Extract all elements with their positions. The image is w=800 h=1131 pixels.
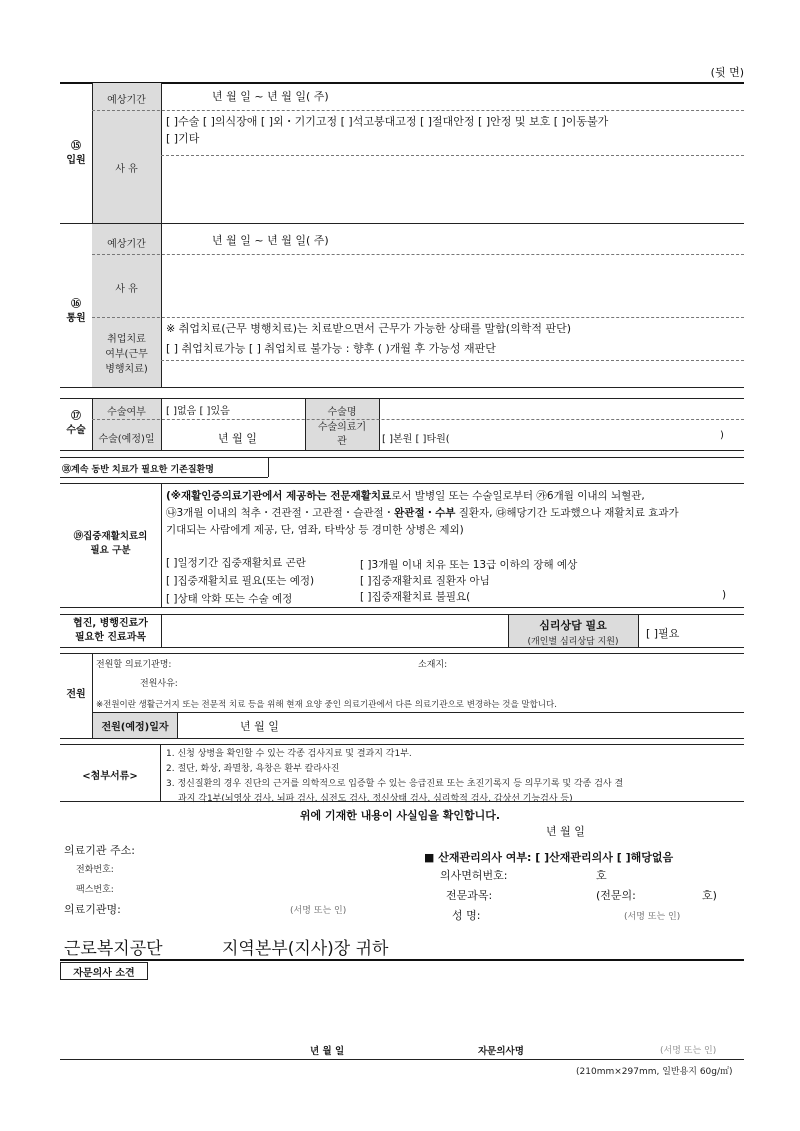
advisory-label: 자문의사 소견 (73, 968, 135, 979)
transfer-date-divider (177, 713, 178, 738)
surgery-mid-divider2 (379, 399, 380, 450)
psych-divider-right (638, 615, 639, 647)
outpatient-work-options[interactable]: [ ] 취업치료가능 [ ] 취업치료 불가능 : 향후 ( )개월 후 가능성 재판단 (166, 342, 496, 355)
admission-section-title: ⑮ 입원 (66, 141, 86, 166)
outpatient-work-label: 취업치료 여부(근무 병행치료) (105, 334, 148, 375)
attachments-top-border (60, 744, 744, 745)
intensive-opt-left-3[interactable]: [ ]상태 악화 또는 수술 예정 (166, 593, 293, 605)
preexisting-divider (268, 457, 269, 477)
outpatient-reason-dash (92, 317, 744, 318)
preexisting-label: ⑱계속 동반 치료가 필요한 기존질환명 (62, 465, 214, 475)
surgery-bottom-border (60, 450, 744, 451)
intensive-opt-left-1[interactable]: [ ]일정기간 집중재활치료 곤란 (166, 557, 306, 569)
recipient-dest: 지역본부(지사)장 귀하 (222, 939, 389, 959)
page-side-label: (뒷 면) (710, 66, 744, 79)
surgery-top-border (60, 398, 744, 399)
psych-sub: (개인별 심리상담 지원) (527, 637, 619, 647)
outpatient-period-label: 예상기간 (107, 239, 146, 250)
consult-divider (161, 615, 162, 647)
confirm-sign-hint: (서명 또는 인) (290, 906, 347, 916)
transfer-top-border (60, 653, 744, 654)
outpatient-work-dash (161, 360, 744, 361)
attachments-label: <첨부서류> (82, 771, 138, 782)
intensive-desc-line2 (166, 505, 679, 520)
surgery-label-divider (161, 399, 162, 450)
admission-reason-label: 사 유 (115, 164, 138, 175)
consult-label: 협진, 병행진료가 필요한 진료과목 (73, 618, 148, 643)
advisory-name-label: 자문의사명 (478, 1046, 524, 1057)
intensive-bottom-border (60, 607, 744, 608)
surgery-name-label: 수술명 (327, 407, 357, 418)
recipient-bottom-border (60, 959, 744, 961)
intensive-opt-right-3-close: ) (722, 589, 727, 601)
admission-period-label: 예상기간 (107, 95, 146, 106)
confirm-address-label: 의료기관 주소: (64, 844, 135, 857)
outpatient-dash-line (92, 254, 744, 255)
transfer-hospital-label: 전원할 의료기관명: (96, 660, 172, 670)
intensive-desc2-pre: ㉯3개월 이내의 척추・견관절・고관절・슬관절・ (166, 507, 395, 519)
attachments-bottom-border (60, 801, 744, 802)
confirm-doctor-sign: (서명 또는 인) (624, 912, 681, 922)
intensive-desc-bold: (※재활인증의료기관에서 제공하는 전문재활치료 (166, 490, 392, 502)
attachment-item-3a: 3. 정신질환의 경우 진단의 근거를 의학적으로 입증할 수 있는 응급진료 또는 초진기록지 등 의무기록 및 각종 검사 결 (166, 779, 624, 789)
confirm-specialist-suffix: 호) (702, 889, 717, 902)
confirm-fax-label: 팩스번호: (76, 885, 114, 895)
confirm-specialist: (전문의: (596, 889, 636, 902)
admission-reason-dash (161, 155, 744, 156)
surgery-hospital-close: ) (720, 430, 724, 441)
surgery-status-options[interactable]: [ ]없음 [ ]있음 (166, 406, 230, 417)
intensive-desc-rest: 로서 발병일 또는 수술일로부터 ㉮6개월 이내의 뇌혈관, (391, 490, 645, 502)
intensive-top-border (60, 483, 744, 484)
outpatient-period-value[interactable]: 년 월 일 ~ 년 월 일( 주) (212, 234, 329, 247)
preexisting-label-bottom (60, 477, 268, 478)
intensive-desc2-bold: 완관절・수부 (394, 507, 456, 519)
intensive-opt-left-2[interactable]: [ ]집중재활치료 필요(또는 예정) (166, 575, 315, 587)
confirm-license-label: 의사면허번호: (440, 869, 508, 882)
outpatient-bottom-border (60, 387, 744, 388)
advisory-bottom-border (60, 1059, 744, 1060)
surgery-hospital-options[interactable]: [ ]본원 [ ]타원( (382, 434, 450, 445)
transfer-note: ※전원이란 생활근거지 또는 전문적 치료 등을 위해 현재 요양 중인 의료기관에서 다른 의료기관으로 변경하는 것을 말합니다. (96, 700, 557, 710)
transfer-reason-label: 전원사유: (140, 679, 178, 689)
advisory-date[interactable]: 년 월 일 (310, 1046, 345, 1057)
confirm-doctor-label: 성 명: (452, 909, 481, 922)
admission-reasons-line2[interactable]: [ ]기타 (166, 132, 200, 145)
intensive-opt-right-1[interactable]: [ ]3개월 이내 치유 또는 13급 이하의 장해 예상 (360, 559, 578, 571)
transfer-bottom-border (60, 738, 744, 739)
transfer-date-value[interactable]: 년 월 일 (240, 720, 279, 733)
admission-bottom-border (60, 223, 744, 224)
transfer-location-label: 소재지: (418, 660, 448, 670)
intensive-desc2-post: 질환자, ㉰해당기간 도과했으나 재활치료 효과가 (455, 507, 679, 519)
outpatient-reason-label: 사 유 (115, 284, 138, 295)
surgery-status-label: 수술여부 (107, 407, 146, 418)
transfer-date-label: 전원(예정)일자 (101, 722, 169, 733)
confirm-dept-label: 전문과목: (446, 889, 493, 902)
consult-top-border (60, 614, 744, 615)
advisory-sign-hint: (서명 또는 인) (660, 1046, 717, 1056)
admission-dash-line (92, 110, 744, 111)
confirm-phone-label: 전화번호: (76, 865, 114, 875)
attachment-item-2: 2. 절단, 화상, 좌멸창, 욕창은 환부 칼라사진 (166, 764, 340, 774)
consult-bottom-border (60, 647, 744, 648)
surgery-section-title: ⑰ 수술 (66, 411, 86, 436)
label-divider (161, 83, 162, 387)
attachment-item-3b: 과지 각1부(뇌영상 검사, 뇌파 검사, 심전도 검사, 정신상태 검사, 심리학적 검사, 갑상선 기능검사 등) (178, 794, 573, 804)
attachment-item-1: 1. 신청 상병을 확인할 수 있는 각종 검사지료 및 결과지 각1부. (166, 749, 412, 759)
surgery-hospital-label: 수술의료기 관 (317, 422, 367, 447)
page-footer-spec: (210mm×297mm, 일반용지 60g/㎡) (576, 1067, 733, 1077)
outpatient-section-title: ⑯ 통원 (66, 299, 86, 324)
psych-option[interactable]: [ ]필요 (646, 627, 680, 640)
form-top-border (60, 82, 744, 84)
surgery-dash-line (92, 419, 744, 420)
attachments-divider (160, 745, 161, 801)
intensive-opt-right-2[interactable]: [ ]집중재활치료 질환자 아님 (360, 575, 490, 587)
confirm-industrial-doctor[interactable]: ■ 산재관리의사 여부: [ ]산재관리의사 [ ]해당없음 (424, 851, 674, 864)
confirm-hospital-name-label: 의료기관명: (64, 903, 121, 916)
confirm-statement: 위에 기재한 내용이 사실임을 확인합니다. (299, 809, 501, 822)
confirm-license-suffix: 호 (596, 869, 607, 882)
psych-label: 심리상담 필요 (539, 619, 607, 632)
transfer-section-title: 전원 (66, 689, 86, 700)
intensive-section-title: ⑲집중재활치료의 필요 구분 (73, 531, 148, 556)
outpatient-work-note: ※ 취업치료(근무 병행치료)는 치료받으면서 근무가 가능한 상태를 말함(의학적 판단) (166, 322, 572, 335)
intensive-divider (161, 484, 162, 607)
preexisting-top-border (60, 457, 744, 458)
intensive-desc-line3: 기대되는 사람에게 제공, 단, 염좌, 타박상 등 경미한 상병은 제외) (166, 524, 464, 536)
surgery-date-label: 수술(예정)일 (98, 434, 155, 445)
intensive-opt-right-3[interactable]: [ ]집중재활치료 불필요( (360, 591, 471, 603)
intensive-desc-line1 (166, 488, 645, 503)
recipient-org: 근로복지공단 (64, 939, 163, 959)
confirm-date[interactable]: 년 월 일 (546, 825, 585, 838)
surgery-date-value[interactable]: 년 월 일 (218, 432, 257, 445)
admission-reasons-line1[interactable]: [ ]수술 [ ]의식장애 [ ]외・기기고정 [ ]석고붕대고정 [ ]절대안정 [ ]안정 및 보호 [ ]이동불가 (166, 115, 609, 128)
transfer-date-top (92, 712, 744, 713)
admission-period-value[interactable]: 년 월 일 ~ 년 월 일( 주) (212, 90, 329, 103)
